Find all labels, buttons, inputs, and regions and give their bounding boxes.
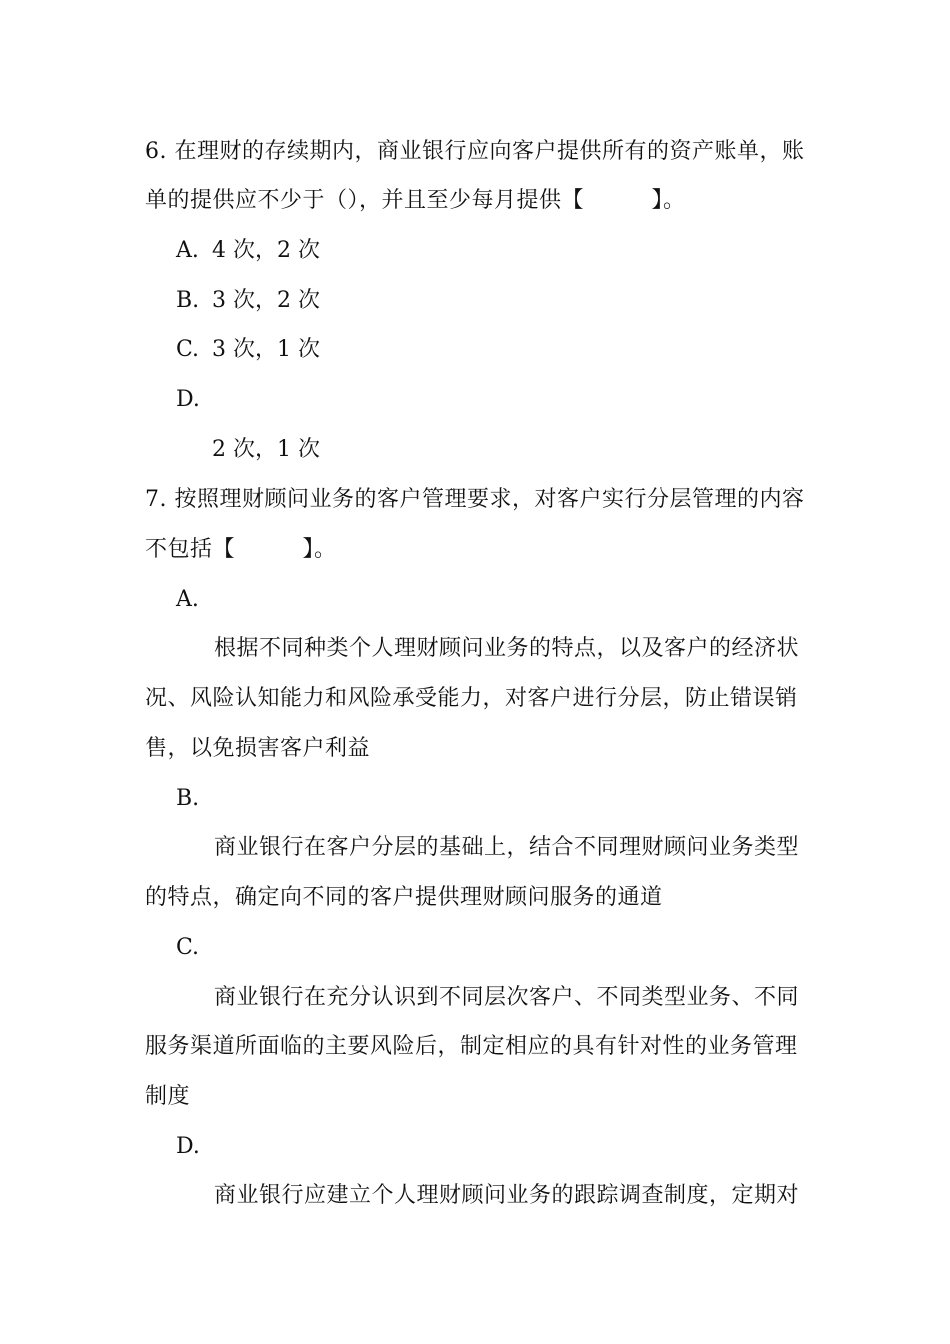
q7-option-a-line-3: 售，以免损害客户利益 bbox=[145, 736, 371, 761]
q6-option-b-text: 3 次，2 次 bbox=[212, 288, 320, 313]
q7-option-b-line-2: 的特点，确定向不同的客户提供理财顾问服务的通道 bbox=[145, 885, 663, 910]
q7-option-b-line-1: 商业银行在客户分层的基础上，结合不同理财顾问业务类型 bbox=[214, 835, 800, 860]
q7-option-b-label: B. bbox=[176, 786, 200, 811]
q7-stem-line-2: 不包括【 】。 bbox=[145, 537, 337, 562]
q7-option-c-line-1: 商业银行在充分认识到不同层次客户、不同类型业务、不同 bbox=[214, 985, 800, 1010]
q6-option-d-text: 2 次，1 次 bbox=[212, 437, 320, 462]
q7-option-c-label: C. bbox=[176, 935, 200, 960]
q6-option-a-text: 4 次，2 次 bbox=[212, 238, 320, 263]
q6-option-c-text: 3 次，1 次 bbox=[212, 337, 320, 362]
q7-option-d-label: D. bbox=[176, 1134, 200, 1159]
q7-option-c-line-3: 制度 bbox=[145, 1084, 191, 1109]
q6-stem-line-1: 6. 在理财的存续期内，商业银行应向客户提供所有的资产账单，账 bbox=[145, 139, 805, 164]
q7-option-a-line-1: 根据不同种类个人理财顾问业务的特点，以及客户的经济状 bbox=[214, 636, 800, 661]
q7-option-d-line-1: 商业银行应建立个人理财顾问业务的跟踪调查制度，定期对 bbox=[214, 1183, 800, 1208]
q6-option-c-label: C. bbox=[176, 337, 200, 362]
q7-option-a-line-2: 况、风险认知能力和风险承受能力，对客户进行分层，防止错误销 bbox=[145, 686, 798, 711]
q7-stem-line-1: 7. 按照理财顾问业务的客户管理要求，对客户实行分层管理的内容 bbox=[145, 487, 805, 512]
q6-stem-line-2: 单的提供应不少于（），并且至少每月提供【 】。 bbox=[145, 188, 686, 213]
q7-option-c-line-2: 服务渠道所面临的主要风险后，制定相应的具有针对性的业务管理 bbox=[145, 1034, 798, 1059]
q6-option-a-label: A. bbox=[176, 238, 199, 263]
q7-option-a-label: A. bbox=[176, 587, 199, 612]
q6-option-d-label: D. bbox=[176, 387, 200, 412]
q6-option-b-label: B. bbox=[176, 288, 200, 313]
